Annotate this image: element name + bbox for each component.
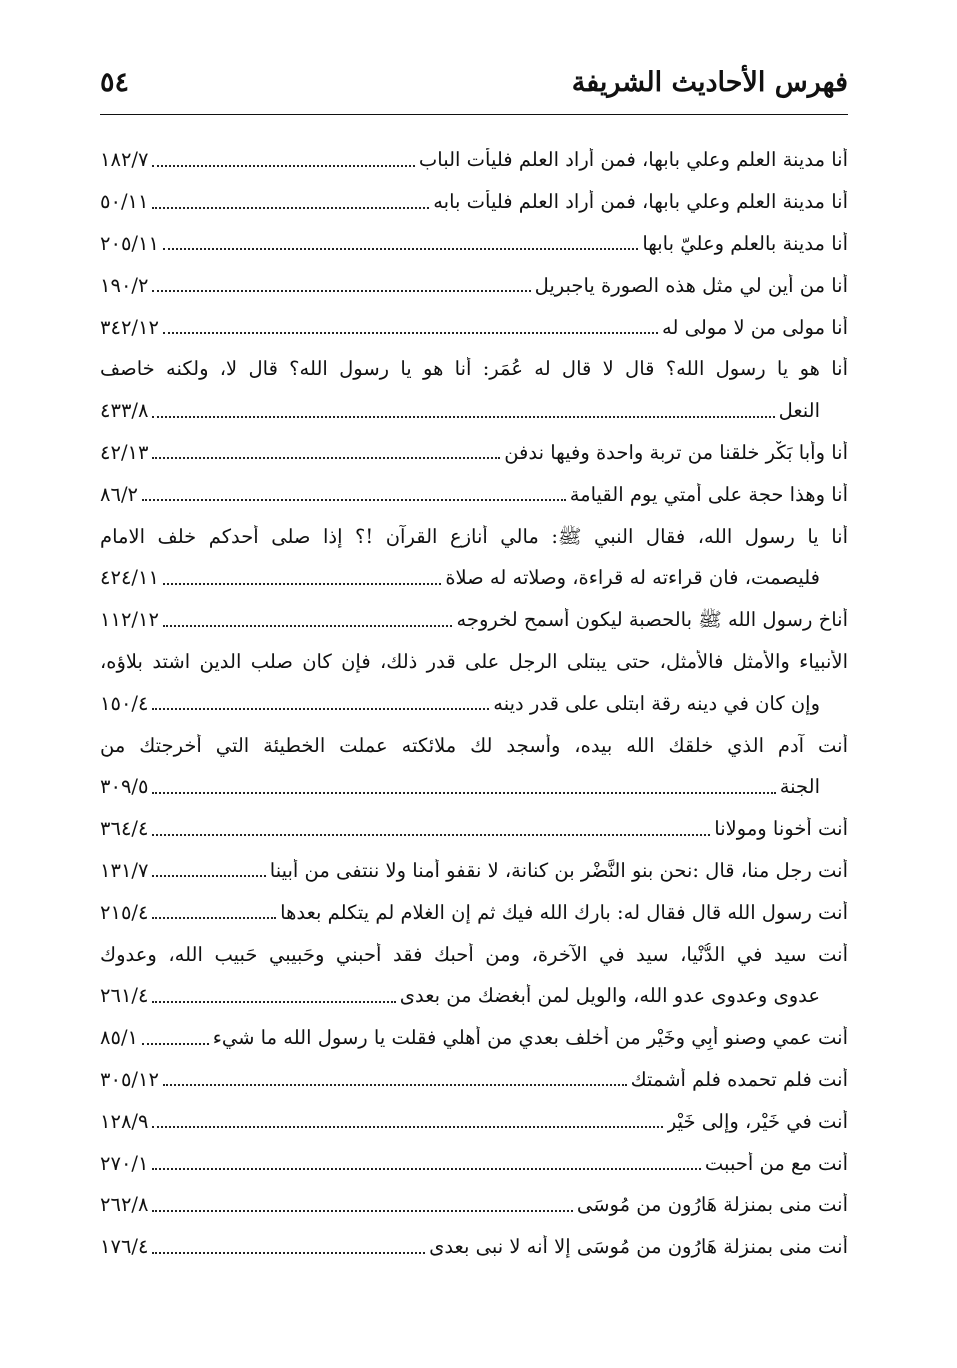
index-entry-line xyxy=(100,925,848,967)
hadith-text: أنت منى بمنزلة هَارُون من مُوسَى xyxy=(576,1193,848,1217)
index-entry-line xyxy=(100,549,848,591)
hadith-text: أنا من أين لي مثل هذه الصورة ياجبريل xyxy=(534,273,848,297)
volume-page-reference: ٤٢/١٣ xyxy=(100,441,149,464)
dot-leader xyxy=(152,207,429,209)
hadith-text: أنا هو يا رسول الله؟ قال لا قال له عُمَر: أنا هو يا رسول الله؟ قال لا، ولكنه خاصف xyxy=(100,357,848,381)
volume-page-reference: ٣٤٢/١٢ xyxy=(100,315,159,339)
dot-leader xyxy=(152,416,774,418)
volume-page-reference: ١٩٠/٢ xyxy=(100,273,149,297)
hadith-text: أنت منى بمنزلة هَارُون من مُوسَى إلا أنه لا نبى بعدى xyxy=(429,1235,848,1259)
hadith-text: أنا يا رسول الله، فقال النبي ﷺ: مالي أنازع القرآن !؟ إذا صلى أحدكم خلف الامام xyxy=(100,524,848,548)
hadith-text: أناخ رسول الله ﷺ بالحصبة ليكون أسمح لخروجه xyxy=(456,608,848,632)
hadith-text: أنا مدينة العلم وعلي بابها، فمن أراد العلم فليأت بابه xyxy=(433,190,848,214)
dot-leader xyxy=(163,248,638,250)
hadith-text: أنت سيد في الدُّنْيا، سيد في الآخرة، ومن أحبك فقد أحبني وحَبيبي حَبيب الله، وعدوك xyxy=(100,942,848,966)
volume-page-reference: ١١٢/١٢ xyxy=(100,608,159,632)
index-entry xyxy=(100,800,848,842)
hadith-text: أنت فلم تحمده فلم أشمتك xyxy=(630,1067,848,1091)
hadith-text: أنت رجل منا، قال :نحن بنو النَّضْر بن كنانة، لا نقفو أمنا ولا ننتفى من أبينا xyxy=(269,858,848,882)
volume-page-reference: ٣٠٥/١٢ xyxy=(100,1067,159,1091)
volume-page-reference: ٢٦١/٤ xyxy=(100,984,149,1008)
index-entry-line xyxy=(100,507,848,549)
volume-page-reference: ٣٦٤/٤ xyxy=(100,817,149,841)
index-entry-line xyxy=(100,716,848,758)
dot-leader xyxy=(152,708,489,710)
hadith-index-list xyxy=(100,131,848,1260)
dot-leader xyxy=(163,1084,627,1086)
index-entry xyxy=(100,1009,848,1051)
hadith-text: أنت آدم الذي خلقك الله بيده، وأسجد لك ملائكته عملت الخطيئة التي أخرجتك من xyxy=(100,733,848,757)
page-number: ٥٤ xyxy=(100,66,130,98)
hadith-text: أنا مولى من لا مولى له xyxy=(661,315,848,339)
dot-leader xyxy=(142,1043,209,1045)
index-entry xyxy=(100,591,848,633)
hadith-text: أنا وهذا حجة على أمتي يوم القيامة xyxy=(569,482,848,506)
volume-page-reference: ١٨٢/٧ xyxy=(100,148,149,172)
dot-leader xyxy=(152,290,530,292)
page-title: فهرس الأحاديث الشريفة xyxy=(571,66,848,98)
index-entry xyxy=(100,1176,848,1218)
dot-leader xyxy=(152,1001,395,1003)
dot-leader xyxy=(152,875,265,877)
index-entry xyxy=(100,842,848,884)
document-page xyxy=(100,50,848,1260)
volume-page-reference: ٥٠/١١ xyxy=(100,190,149,214)
dot-leader xyxy=(152,1126,662,1128)
volume-page-reference: ١٥٠/٤ xyxy=(100,691,149,715)
hadith-text: أنت مع من أحببت xyxy=(704,1151,848,1175)
hadith-text: الأنبياء والأمثل فالأمثل، حتى يبتلى الرجل على قدر ذلك، فإن كان صلب الدين اشتد بلاؤه، xyxy=(100,649,848,673)
hadith-text: أنت أخونا ومولانا xyxy=(714,817,848,841)
page-header xyxy=(100,50,848,115)
hadith-text: أنت في خَيْر، وإلى خَيْر xyxy=(666,1109,848,1133)
index-entry xyxy=(100,131,848,173)
dot-leader xyxy=(152,917,276,919)
volume-page-reference: ٤٢٤/١١ xyxy=(100,566,159,590)
dot-leader xyxy=(152,165,414,167)
dot-leader xyxy=(152,1210,572,1212)
index-entry xyxy=(100,298,848,340)
volume-page-reference: ٨٥/١ xyxy=(100,1026,138,1050)
volume-page-reference: ١٢٨/٩ xyxy=(100,1109,149,1133)
hadith-text: أنا مدينة بالعلم وعليّ بابها xyxy=(642,232,848,256)
index-entry-line xyxy=(100,633,848,675)
hadith-text: النعل xyxy=(778,399,820,423)
index-entry xyxy=(100,424,848,466)
hadith-text: الجنة xyxy=(779,775,820,799)
volume-page-reference: ٢٧٠/١ xyxy=(100,1151,149,1175)
hadith-text: أنا وأبا بَكْر خلقنا من تربة واحدة وفيها ندفن xyxy=(504,441,848,464)
index-entry xyxy=(100,215,848,257)
dot-leader xyxy=(152,834,710,836)
index-entry xyxy=(100,1134,848,1176)
hadith-text: فليصمت، فان قراءته له قراءة، وصلاته له صلاة xyxy=(445,566,820,590)
hadith-text: أنت عمي وصنو أَبِي وخَيْر من أخلف بعدي من أهلي فقلت يا رسول الله ما شيء xyxy=(212,1026,848,1050)
dot-leader xyxy=(163,332,658,334)
index-entry-line xyxy=(100,674,848,716)
volume-page-reference: ٤٣٣/٨ xyxy=(100,399,149,423)
dot-leader xyxy=(152,457,500,459)
volume-page-reference: ٣٠٩/٥ xyxy=(100,775,149,799)
dot-leader xyxy=(152,1168,700,1170)
dot-leader xyxy=(163,625,452,627)
index-entry xyxy=(100,465,848,507)
hadith-text: عدوى وعدوى عدو الله، والويل لمن أبغضك من بعدى xyxy=(399,984,820,1008)
volume-page-reference: ١٣١/٧ xyxy=(100,858,149,882)
index-entry xyxy=(100,883,848,925)
index-entry xyxy=(100,1051,848,1093)
index-entry xyxy=(100,1092,848,1134)
hadith-text: وإن كان في دينه رقة ابتلى على قدر دينه xyxy=(493,691,820,715)
index-entry xyxy=(100,173,848,215)
hadith-text: أنت رسول الله قال فقال له: بارك الله فيك ثم إن الغلام لم يتكلم بعدها xyxy=(280,900,848,924)
dot-leader xyxy=(142,499,566,501)
index-entry-line xyxy=(100,382,848,424)
volume-page-reference: ١٧٦/٤ xyxy=(100,1235,149,1259)
index-entry xyxy=(100,1218,848,1260)
volume-page-reference: ٢٠٥/١١ xyxy=(100,232,159,256)
index-entry xyxy=(100,256,848,298)
volume-page-reference: ٢٦٢/٨ xyxy=(100,1193,149,1217)
index-entry-line xyxy=(100,758,848,800)
dot-leader xyxy=(152,792,775,794)
dot-leader xyxy=(163,583,441,585)
hadith-text: أنا مدينة العلم وعلي بابها، فمن أراد العلم فليأت الباب xyxy=(418,148,848,172)
volume-page-reference: ٢١٥/٤ xyxy=(100,900,149,924)
volume-page-reference: ٨٦/٢ xyxy=(100,482,138,506)
index-entry-line xyxy=(100,967,848,1009)
index-entry-line xyxy=(100,340,848,382)
dot-leader xyxy=(152,1252,425,1254)
